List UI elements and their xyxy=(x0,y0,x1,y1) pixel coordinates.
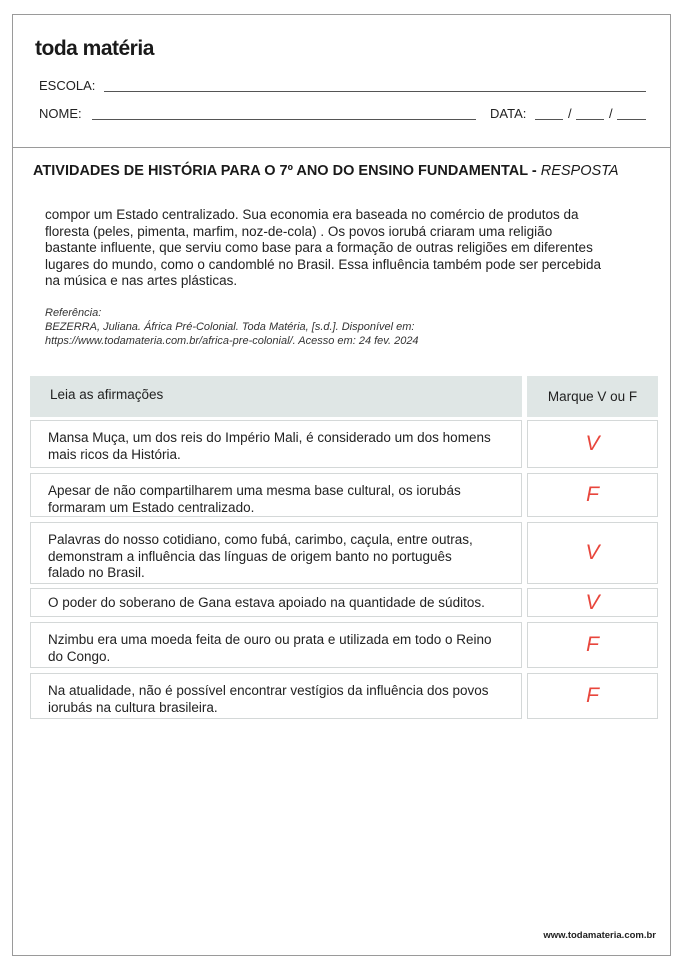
passage-line: na música e nas artes plásticas. xyxy=(45,273,238,289)
passage-line: compor um Estado centralizado. Sua economia era baseada no comércio de produtos da xyxy=(45,207,579,222)
worksheet-page xyxy=(12,14,671,956)
table-row xyxy=(30,588,658,617)
statement-cell xyxy=(30,473,522,517)
statement-cell xyxy=(30,588,522,617)
reference xyxy=(45,306,645,348)
table-row xyxy=(30,622,658,668)
reference-citation: BEZERRA, Juliana. África Pré-Colonial. Toda Matéria, [s.d.]. Disponível em: xyxy=(45,321,415,333)
statement-line: falado no Brasil. xyxy=(48,565,145,581)
statement-line: Mansa Muça, um dos reis do Império Mali, é considerado um dos homens xyxy=(48,430,491,445)
answer-cell[interactable]: F xyxy=(527,473,658,517)
statement-cell xyxy=(30,622,522,668)
page-title xyxy=(33,163,663,179)
statement-cell xyxy=(30,420,522,468)
table-row xyxy=(30,673,658,719)
title-dash: - xyxy=(527,163,541,179)
date-month-field[interactable] xyxy=(576,119,604,120)
passage-line: bastante influente, que serviu como base para a formação de outras religiões em diferentes xyxy=(45,240,593,256)
nome-label: NOME: xyxy=(39,106,82,121)
statement-line: mais ricos da História. xyxy=(48,446,181,462)
title-suffix: RESPOSTA xyxy=(540,163,619,179)
statement-cell xyxy=(30,673,522,719)
data-label: DATA: xyxy=(490,106,527,121)
answer-cell[interactable]: F xyxy=(527,622,658,668)
statement-line: O poder do soberano de Gana estava apoiado na quantidade de súditos. xyxy=(48,595,485,610)
escola-label: ESCOLA: xyxy=(39,78,96,93)
date-separator: / xyxy=(568,106,572,121)
escola-field[interactable] xyxy=(104,91,646,92)
answer-cell[interactable]: F xyxy=(527,673,658,719)
date-separator: / xyxy=(609,106,613,121)
date-day-field[interactable] xyxy=(535,119,563,120)
table-row xyxy=(30,420,658,468)
column-header-answer: Marque V ou F xyxy=(527,376,658,417)
statement-line: Apesar de não compartilharem uma mesma base cultural, os iorubás xyxy=(48,483,461,498)
statement-cell xyxy=(30,522,522,584)
nome-field[interactable] xyxy=(92,119,476,120)
answer-cell[interactable]: V xyxy=(527,588,658,617)
statement-line: Palavras do nosso cotidiano, como fubá, carimbo, caçula, entre outras, xyxy=(48,532,473,547)
answer-cell[interactable]: V xyxy=(527,522,658,584)
passage-text xyxy=(45,207,641,290)
statement-line: do Congo. xyxy=(48,648,111,664)
passage-line: lugares do mundo, como o candomblé no Brasil. Essa influência também pode ser percebida xyxy=(45,256,602,272)
worksheet-header xyxy=(13,15,670,148)
reference-label: Referência: xyxy=(45,307,102,319)
reference-url: https://www.todamateria.com.br/africa-pre-colonial/. Acesso em: 24 fev. 2024 xyxy=(45,335,419,347)
statement-line: demonstram a influência das línguas de origem banto no português xyxy=(48,548,452,564)
answer-cell[interactable]: V xyxy=(527,420,658,468)
statement-line: iorubás na cultura brasileira. xyxy=(48,699,218,715)
statement-line: Nzimbu era uma moeda feita de ouro ou prata e utilizada em todo o Reino xyxy=(48,632,492,647)
column-header-statement: Leia as afirmações xyxy=(30,376,522,417)
footer-url[interactable]: www.todamateria.com.br xyxy=(543,930,656,941)
table-row xyxy=(30,522,658,584)
statement-line: formaram um Estado centralizado. xyxy=(48,499,255,515)
statement-line: Na atualidade, não é possível encontrar vestígios da influência dos povos xyxy=(48,683,489,698)
table-row xyxy=(30,473,658,517)
logo: toda matéria xyxy=(35,37,154,60)
passage-line: floresta (peles, pimenta, marfim, noz-de-cola) . Os povos iorubá criaram uma religião xyxy=(45,223,553,239)
title-main: ATIVIDADES DE HISTÓRIA PARA O 7º ANO DO ENSINO FUNDAMENTAL xyxy=(33,163,528,179)
date-year-field[interactable] xyxy=(617,119,646,120)
